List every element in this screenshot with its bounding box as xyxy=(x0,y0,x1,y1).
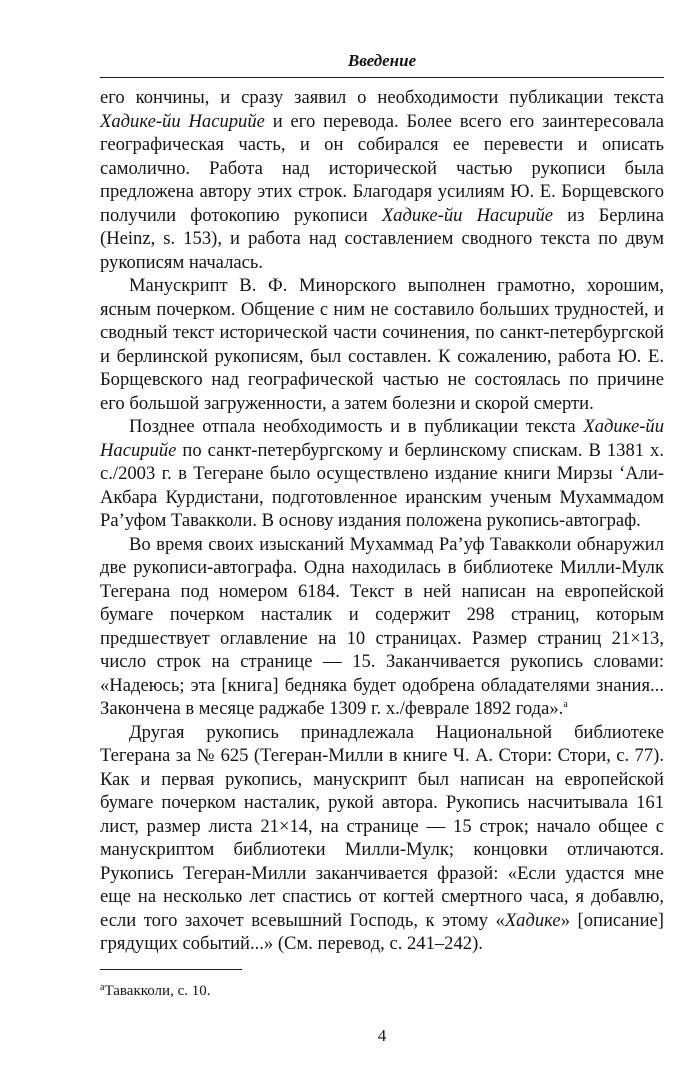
page-number: 4 xyxy=(377,1026,387,1045)
body-text xyxy=(100,86,664,956)
footnote-reference: а xyxy=(563,699,568,710)
paragraph xyxy=(100,86,664,274)
italic-title: Хадике xyxy=(504,909,561,931)
italic-title: Хадике-йи Насирийе xyxy=(100,416,664,461)
header-rule xyxy=(100,77,664,78)
footnote-rule xyxy=(100,969,242,970)
italic-title: Хадике-йи Насирийе xyxy=(381,204,553,226)
text-run: по санкт-петербургскому и берлинскому спискам. В 1381 х. с./2003 г. в Тегеране было осуществлено издание книги Мирзы ‘Али-Акбара Курдистани, подготовленное иранским ученым Мухаммадом Ра’уфом Тавакколи. В основу издания положена рукопись-автограф. xyxy=(100,439,664,531)
paragraph xyxy=(100,415,664,533)
paragraph xyxy=(100,533,664,721)
text-run: и его перевода. Более всего его заинтересовала географическая часть, и он собирался ее перевести и описать самолично. Работа над исторической частью рукописи была предложена автору этих строк. Благодаря усилиям Ю. Е. Борщевского получили фотокопию рукописи xyxy=(100,110,664,226)
text-run: Во время своих изысканий Мухаммад Ра’уф Тавакколи обнаружил две рукописи-автографа. Одна находилась в библиотеке Милли-Мулк Тегерана под номером 6184. Текст в ней написан на европейской бумаге почерком насталик и содержит 298 страниц, которым предшествует оглавление на 10 страницах. Размер страниц 21×13, число строк на странице — 15. Заканчивается рукопись словами: «Надеюсь; эта [книга] бедняка будет одобрена обладателями знания... Закончена в месяце раджабе 1309 г. х./феврале 1892 года». xyxy=(100,533,664,719)
footnote xyxy=(100,978,664,1001)
paragraph xyxy=(100,721,664,956)
text-run: » [описание] грядущих событий...» (См. перевод, с. 241–242). xyxy=(100,909,664,954)
text-run: Другая рукопись принадлежала Национальной библиотеке Тегерана за № 625 (Тегеран-Милли в книге Ч. А. Стори: Стори, с. 77). Как и первая рукопись, манускрипт был написан на европейской бумаге почерком насталик, рукой автора. Рукопись насчитывала 161 лист, размер листа 21×14, на странице — 15 строк; начало общее с манускриптом библиотеки Милли-Мулк; концовки отличаются. Рукопись Тегеран-Милли заканчивается фразой: «Если удастся мне еще на несколько лет спастись от когтей смертного часа, я добавлю, если того захочет всевышний Господь, к этому « xyxy=(100,721,664,931)
italic-title: Хадике-йи Насирийе xyxy=(100,110,265,132)
footnote-marker: а xyxy=(100,982,105,993)
text-run: из Берлина (Heinz, s. 153), и работа над составлением сводного текста по двум рукописям началась. xyxy=(100,204,664,273)
text-run: Манускрипт В. Ф. Минорского выполнен грамотно, хорошим, ясным почерком. Общение с ним не составило больших трудностей, и сводный текст исторической части сочинения, по санкт-петербургской и берлинской рукописям, был составлен. К сожалению, работа Ю. Е. Борщевского над географической частью не состоялась по причине его большой загруженности, а затем болезни и скорой смерти. xyxy=(100,275,664,414)
running-head: Введение xyxy=(347,51,417,70)
text-run: Позднее отпала необходимость и в публикации текста xyxy=(129,416,584,437)
text-run: его кончины, и сразу заявил о необходимости публикации текста xyxy=(100,87,664,108)
paragraph xyxy=(100,274,664,415)
footnote-text: Тавакколи, с. 10. xyxy=(104,983,211,999)
